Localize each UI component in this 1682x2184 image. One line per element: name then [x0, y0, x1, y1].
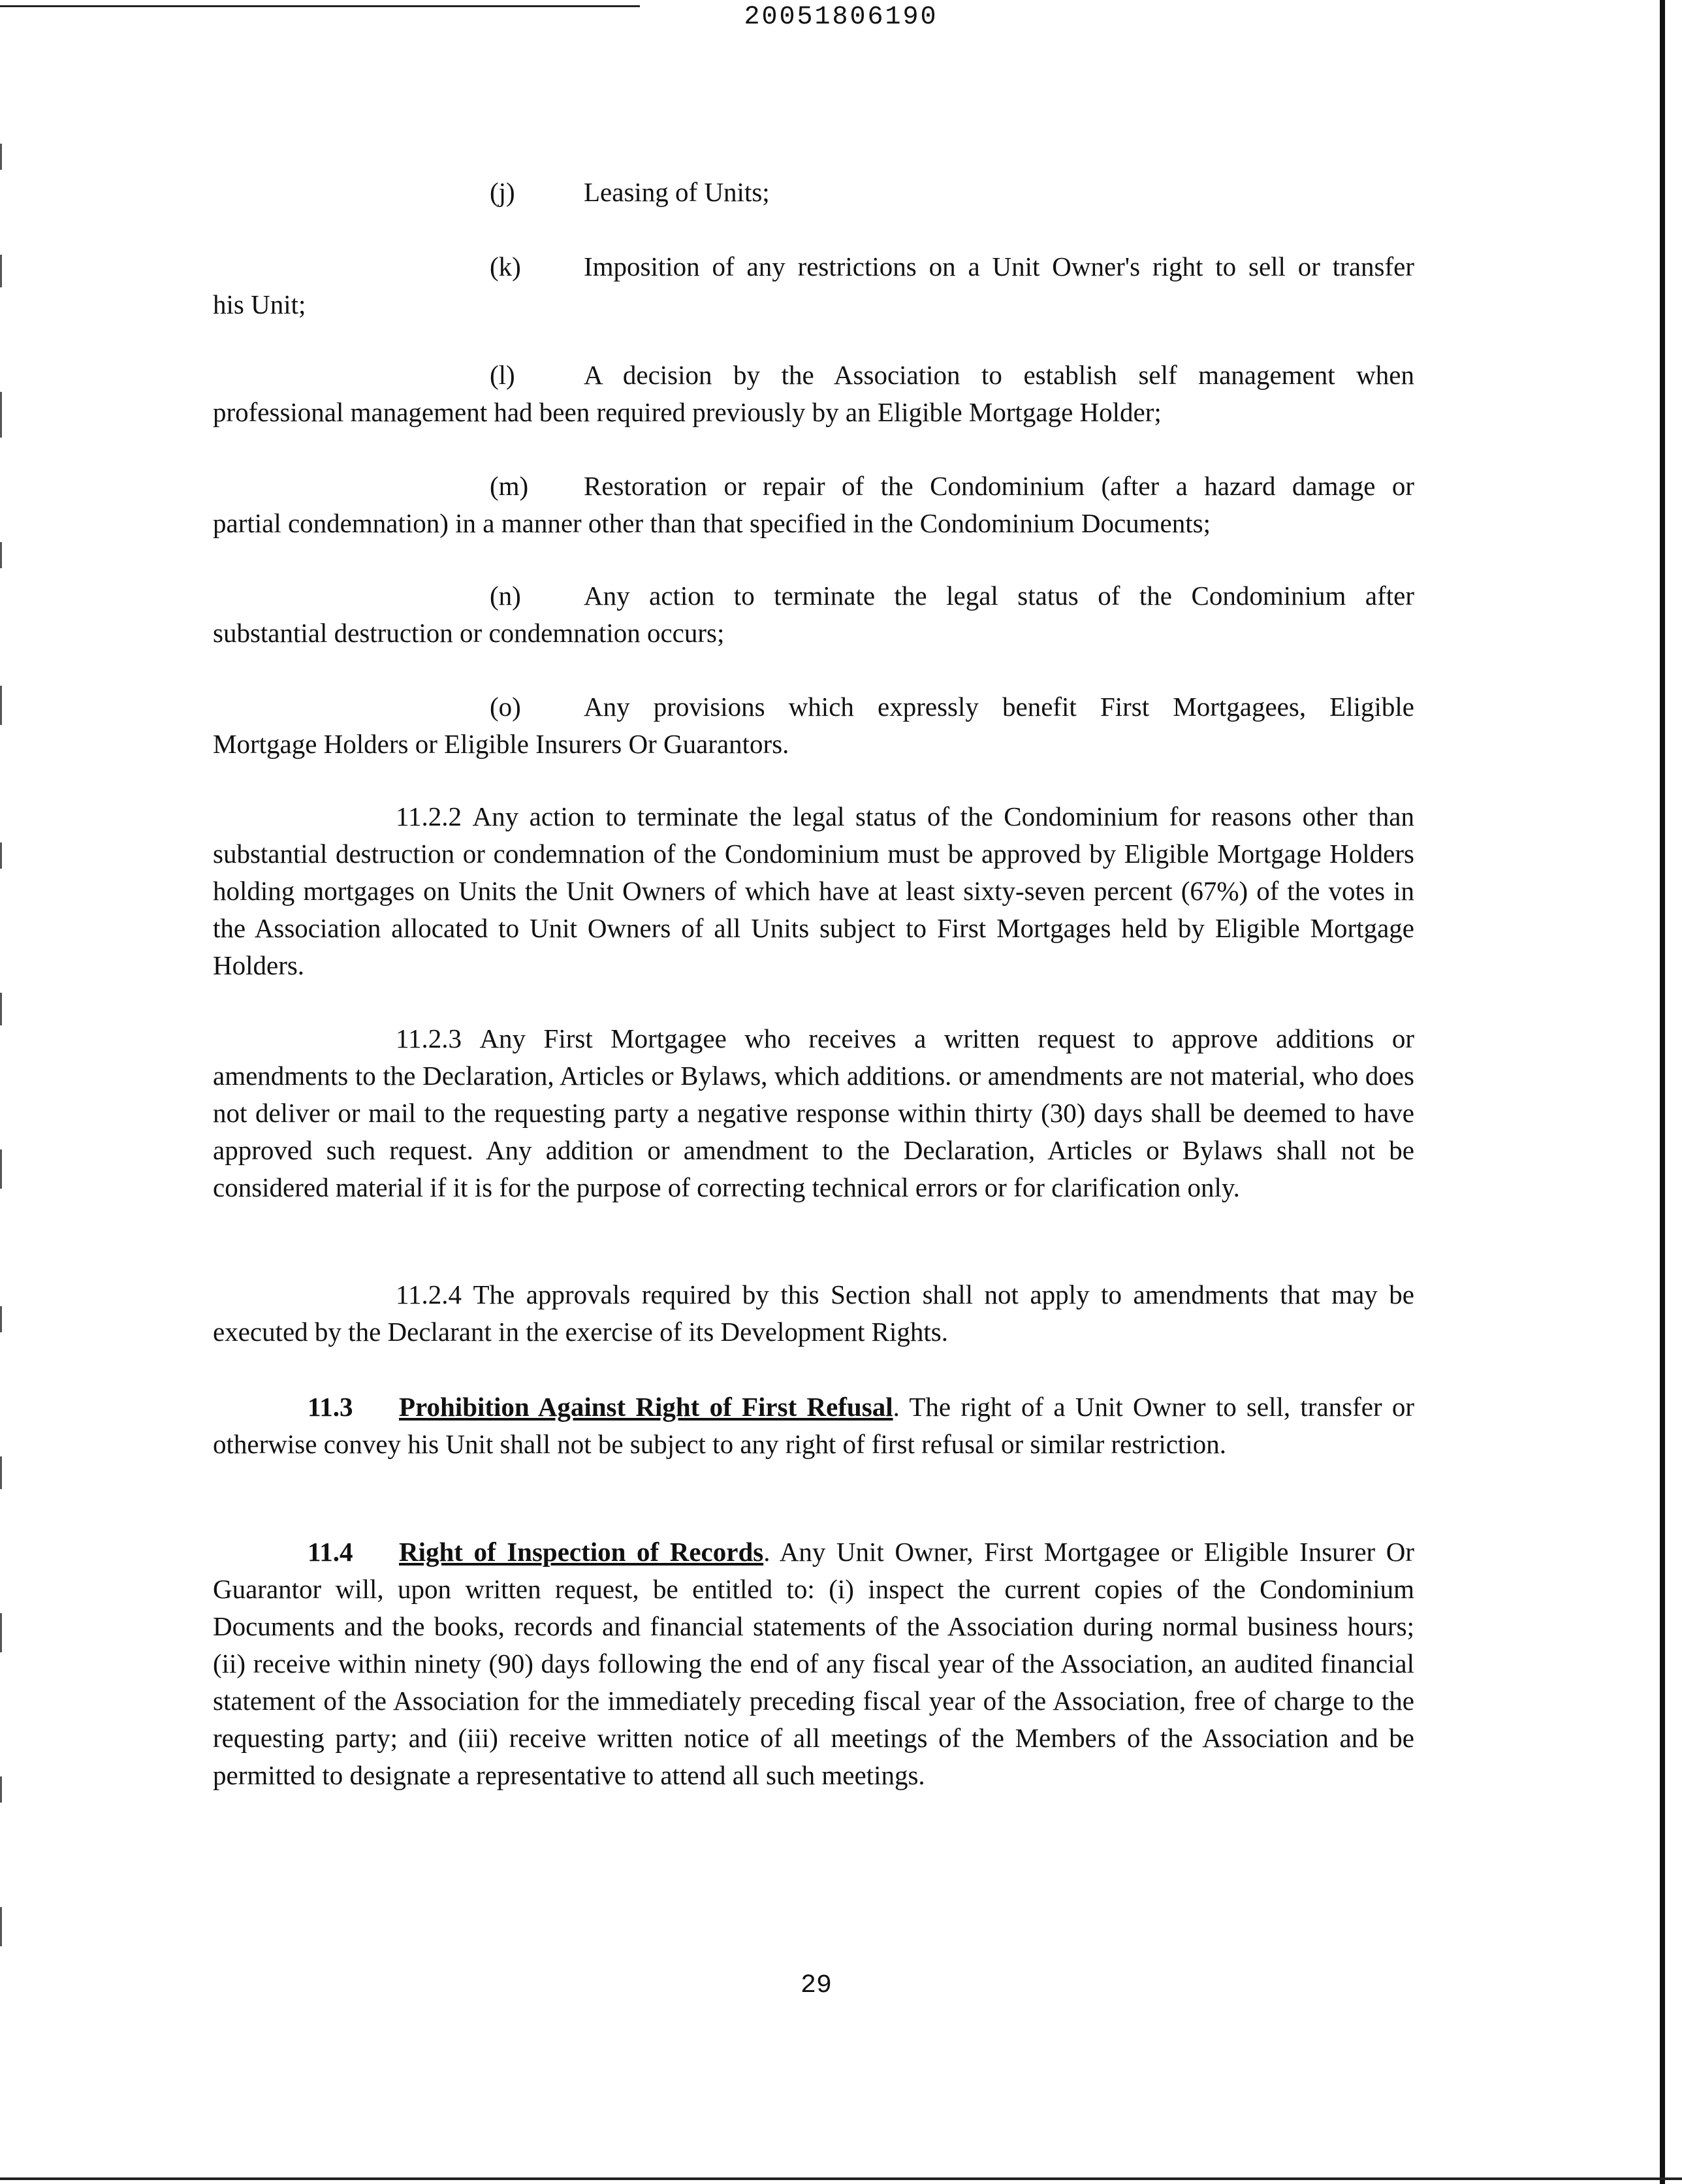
subsection-text: Any First Mortgagee who receives a written request to approve additions or amendments to the Declaration, Articles or Bylaws, which additions. or amendments are not material, who does not deliver or mail to the requesting party a negative response within thirty (30) days shall be deemed to have approved such request. Any addition or amendment to the Declaration, Articles or Bylaws shall not be considered material if it is for the purpose of correcting technical errors or for clarification only. [213, 1023, 1414, 1202]
list-item-text: Imposition of any restrictions on a Unit Owner's right to sell or transfer [584, 251, 1414, 281]
scan-artifact-right-edge [1660, 0, 1665, 2184]
section-number: 11.4 [308, 1537, 353, 1567]
section-number: 11.3 [308, 1392, 353, 1422]
section-11-4 [213, 1534, 1414, 1794]
section-text: . The right of a Unit Owner to sell, transfer or otherwise convey his Unit shall not be subject to any right of first refusal or similar restriction. [213, 1392, 1415, 1459]
section-title: Right of Inspection of Records [399, 1537, 764, 1567]
list-item-text: A decision by the Association to establish self management when [584, 360, 1414, 390]
page-number: 29 [800, 1971, 832, 2000]
subsection-text: The approvals required by this Section shall not apply to amendments that may be executed by the Declarant in the exercise of its Development Rights. [213, 1279, 1415, 1347]
list-item-text: Any provisions which expressly benefit First Mortgagees, Eligible [584, 692, 1414, 722]
subsection-11-2-3 [213, 1020, 1414, 1206]
list-item-marker: (j) [490, 177, 515, 207]
list-item-text: Any action to terminate the legal status of the Condominium after [584, 581, 1414, 611]
subsection-text: Any action to terminate the legal status of the Condominium for reasons other than substantial destruction or condemnation of the Condominium must be approved by Eligible Mortgage Holders holding mortgages on Units the Unit Owners of which have at least sixty-seven percent (67%) of the votes in the Association allocated to Unit Owners of all Units subject to First Mortgages held by Eligible Mortgage Holders. [213, 801, 1414, 980]
subsection-number: 11.2.2 [396, 801, 462, 831]
section-text: . Any Unit Owner, First Mortgagee or Eligible Insurer Or Guarantor will, upon written request, be entitled to: (i) inspect the current copies of the Condominium Documents and the books, records and financial statements of the Association during normal business hours; (ii) receive within ninety (90) days following the end of any fiscal year of the Association, an audited financial statement of the Association for the immediately preceding fiscal year of the Association, free of charge to the requesting party; and (iii) receive written notice of all meetings of the Members of the Association and be permitted to designate a representative to attend all such meetings. [213, 1537, 1414, 1790]
list-item-marker: (l) [490, 360, 515, 390]
list-item-continuation: substantial destruction or condemnation occurs; [213, 618, 725, 648]
subsection-number: 11.2.3 [396, 1023, 462, 1053]
list-item-continuation: professional management had been required previously by an Eligible Mortgage Holder; [213, 397, 1162, 427]
list-item-text: Leasing of Units; [584, 177, 770, 207]
section-11-3 [213, 1389, 1414, 1463]
list-item-marker: (o) [490, 692, 521, 722]
list-item-continuation: Mortgage Holders or Eligible Insurers Or Guarantors. [213, 729, 789, 759]
list-item-marker: (k) [490, 251, 521, 281]
subsection-11-2-4 [213, 1276, 1414, 1351]
list-item-marker: (m) [490, 471, 529, 501]
section-title: Prohibition Against Right of First Refusal [399, 1392, 893, 1422]
document-number: 20051806190 [744, 3, 938, 32]
scan-artifact-left-ticks [0, 0, 4, 2184]
scan-artifact-bottom-line [0, 2177, 1682, 2180]
list-item-marker: (n) [490, 581, 521, 611]
subsection-number: 11.2.4 [396, 1279, 462, 1309]
list-item-continuation: partial condemnation) in a manner other than that specified in the Condominium Documents; [213, 508, 1211, 538]
list-item-continuation: his Unit; [213, 289, 306, 319]
list-item-text: Restoration or repair of the Condominium (after a hazard damage or [584, 471, 1414, 501]
subsection-11-2-2 [213, 798, 1414, 984]
